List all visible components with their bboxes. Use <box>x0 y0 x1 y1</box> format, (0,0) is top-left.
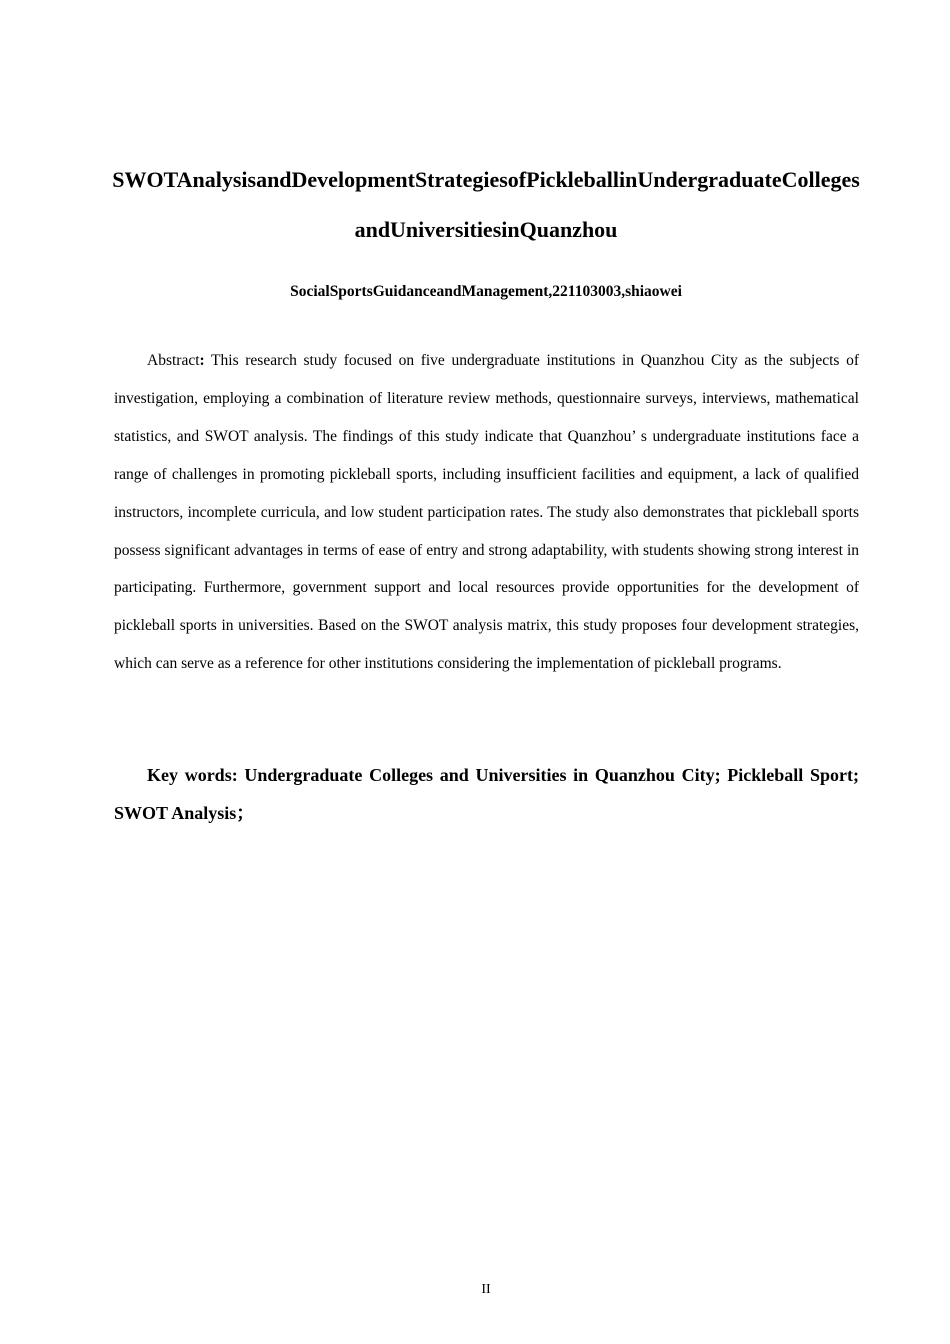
abstract-text: This research study focused on five undergraduate institutions in Quanzhou City as the subjects of investigation, employing a combination of literature review methods, questionnaire surveys, interviews, mathematical statistics, and SWOT analysis. The findings of this study indicate that Quanzhou’ s undergraduate institutions face a range of challenges in promoting pickleball sports, including insufficient facilities and equipment, a lack of qualified instructors, incomplete curricula, and low student participation rates. The study also demonstrates that pickleball sports possess significant advantages in terms of ease of entry and strong adaptability, with students showing strong interest in participating. Furthermore, government support and local resources provide opportunities for the development of pickleball sports in universities. Based on the SWOT analysis matrix, this study proposes four development strategies, which can serve as a reference for other institutions considering the implementation of pickleball programs. <box>114 352 859 673</box>
abstract-paragraph <box>114 342 859 683</box>
author-line: SocialSportsGuidanceandManagement,221103003,shiaowei <box>290 283 682 300</box>
abstract-label: Abstract <box>147 352 200 369</box>
keywords-paragraph: Key words: Undergraduate Colleges and Universities in Quanzhou City; Pickleball Sport; SWOT Analysis； <box>114 765 859 823</box>
page-number: II <box>481 1282 491 1297</box>
paper-title: SWOTAnalysisandDevelopmentStrategiesofPickleballinUndergraduateCollegesandUniversitiesinQuanzhou <box>112 167 860 242</box>
abstract-colon: : <box>199 352 205 369</box>
